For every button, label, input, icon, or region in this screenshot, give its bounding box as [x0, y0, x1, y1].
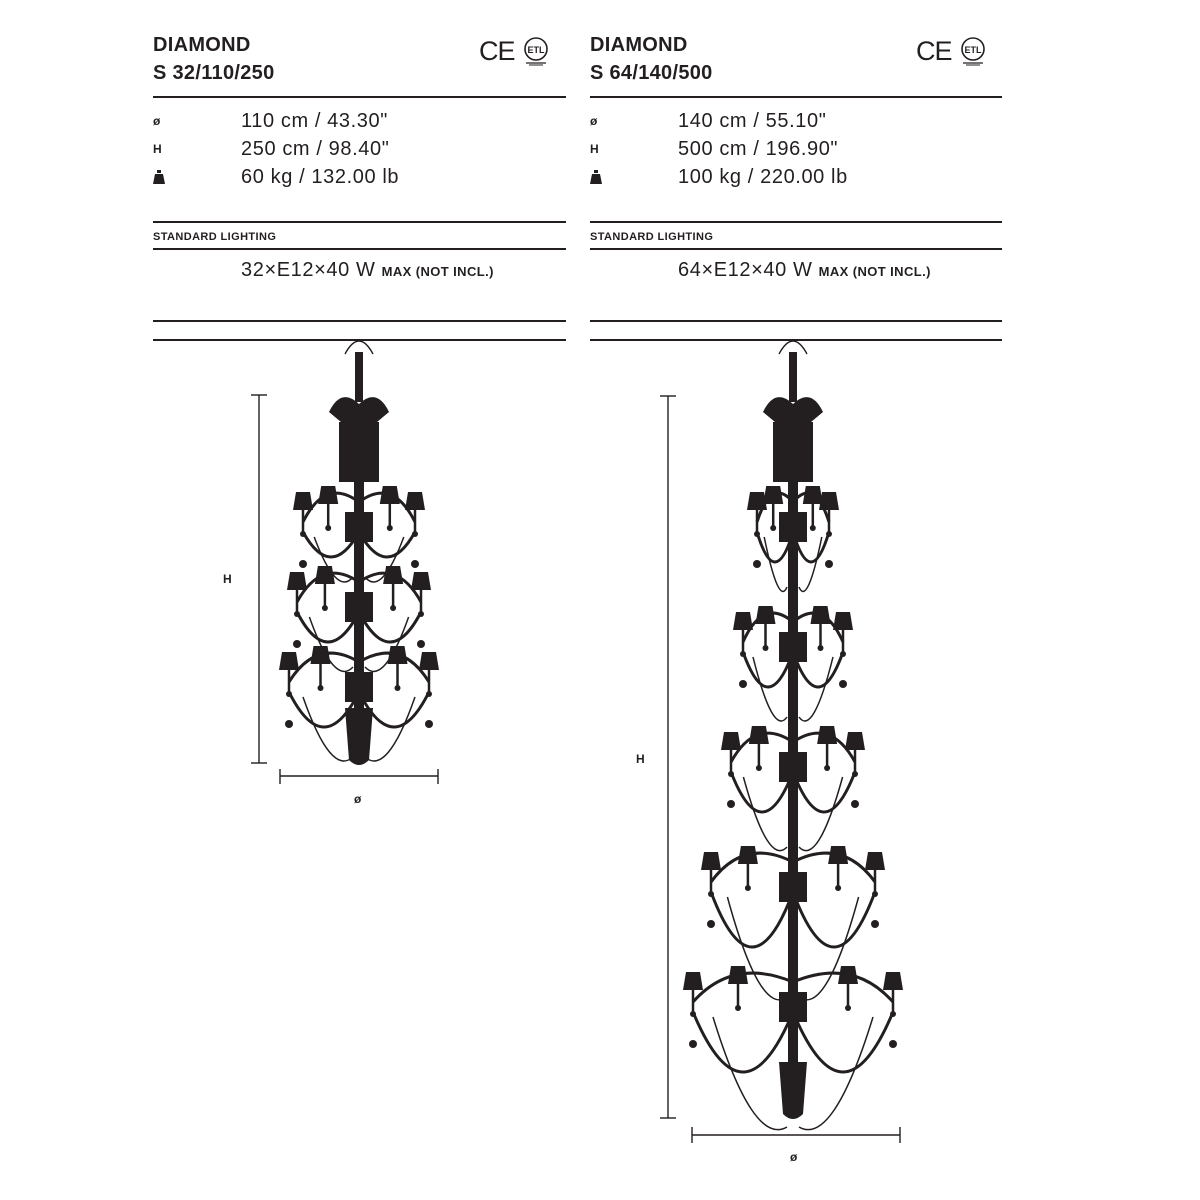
diameter-icon: ø: [153, 114, 161, 128]
svg-text:ETL: ETL: [964, 45, 982, 55]
spec-value: 100 kg / 220.00 lb: [678, 166, 848, 188]
ce-mark-icon: CE: [916, 35, 952, 66]
lighting-suffix: MAX (NOT INCL.): [818, 264, 931, 279]
product-code: S 64/140/500: [590, 62, 713, 84]
chandelier-silhouette: [279, 341, 439, 765]
spec-value: 250 cm / 98.40": [241, 138, 390, 160]
height-dimension-label: H: [636, 752, 645, 766]
product-name: DIAMOND: [153, 34, 251, 56]
height-dimension-line: [251, 395, 267, 763]
height-dimension-line: [660, 396, 676, 1118]
ce-mark-icon: CE: [479, 35, 515, 66]
chandelier-silhouette: [683, 341, 903, 1130]
chandelier-drawing-large: [590, 0, 1002, 1200]
spec-value: 500 cm / 196.90": [678, 138, 839, 160]
diameter-dimension-label: ø: [790, 1150, 798, 1164]
spec-value: 60 kg / 132.00 lb: [241, 166, 400, 188]
diameter-dimension-line: [280, 769, 438, 784]
product-column-small: [153, 0, 566, 1200]
lighting-heading: STANDARD LIGHTING: [590, 231, 714, 243]
product-name: DIAMOND: [590, 34, 688, 56]
lighting-value: 32×E12×40 W: [241, 259, 376, 281]
product-code: S 32/110/250: [153, 62, 275, 84]
height-icon: H: [590, 142, 599, 156]
lighting-value: 64×E12×40 W: [678, 259, 813, 281]
height-dimension-label: H: [223, 572, 232, 586]
height-icon: H: [153, 142, 162, 156]
diameter-dimension-label: ø: [354, 792, 362, 806]
lighting-suffix: MAX (NOT INCL.): [381, 264, 494, 279]
spec-value: 140 cm / 55.10": [678, 110, 827, 132]
diameter-icon: ø: [590, 114, 598, 128]
product-column-large: [590, 0, 1002, 1200]
spec-value: 110 cm / 43.30": [241, 110, 388, 132]
diameter-dimension-line: [692, 1127, 900, 1143]
lighting-heading: STANDARD LIGHTING: [153, 231, 277, 243]
svg-text:ETL: ETL: [527, 45, 545, 55]
chandelier-drawing-small: [153, 0, 566, 1200]
